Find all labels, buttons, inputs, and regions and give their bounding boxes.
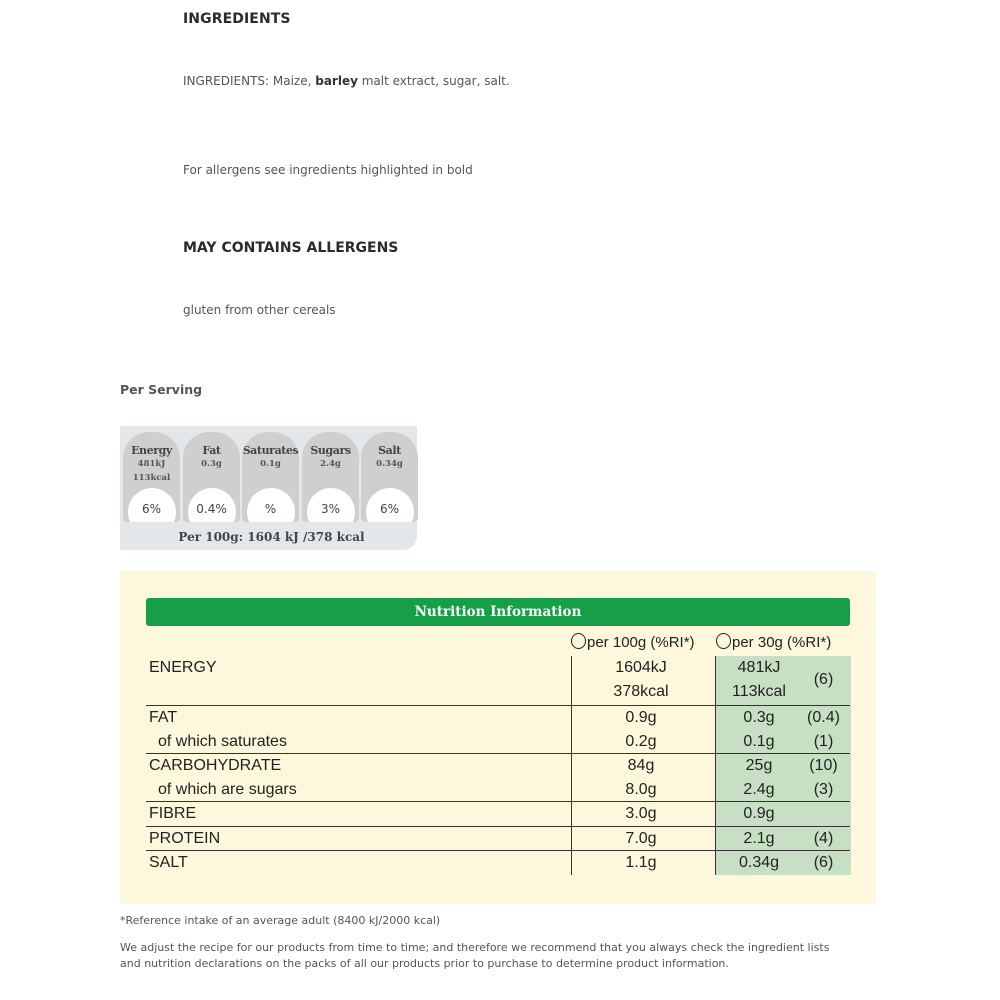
per-serving-value: 113kcal	[732, 682, 786, 700]
traffic-light-fat	[183, 432, 240, 522]
table-line	[146, 706, 850, 730]
nutrition-title: Nutrition Information	[146, 598, 850, 626]
nutrient-label: SALT	[149, 854, 188, 871]
ri-percent: (4)	[813, 829, 834, 847]
ingredients-allergen-bold: barley	[315, 74, 358, 88]
traffic-light-saturates	[242, 432, 299, 522]
per-serving-value: 0.1g	[743, 732, 775, 750]
nutrient-value: 2.4g	[320, 459, 341, 469]
ingredients-text-prefix: INGREDIENTS: Maize,	[183, 74, 316, 88]
per-serving-value: 481kJ	[737, 659, 781, 676]
per-100g-value: 378kcal	[613, 682, 669, 700]
per-100g-value: 7.0g	[625, 829, 657, 847]
traffic-light-sugars	[302, 432, 359, 522]
per-100g-value: 1604kJ	[615, 659, 667, 676]
ri-percent: (0.4)	[807, 709, 840, 726]
table-row	[146, 656, 850, 706]
nutrient-name: Fat	[202, 444, 221, 457]
ri-percent: (1)	[813, 732, 834, 750]
per-100g-value: 84g	[627, 757, 655, 774]
nutrient-percent: %	[264, 502, 277, 516]
ri-percent: (10)	[809, 757, 838, 774]
table-line	[146, 656, 850, 680]
per-serving-value: 0.9g	[743, 805, 775, 822]
per-100g-value: 0.2g	[625, 732, 657, 750]
per-100g-value: 3.0g	[625, 805, 657, 822]
per-100g-value: 8.0g	[625, 780, 657, 798]
nutrient-name: Energy	[131, 444, 172, 457]
table-row	[146, 754, 850, 802]
table-line	[146, 680, 850, 704]
table-line	[146, 851, 850, 875]
traffic-light-label	[120, 426, 417, 550]
column-header-per-serving-label: per 30g (%RI*)	[732, 634, 832, 651]
may-contain-heading: MAY CONTAINS ALLERGENS	[183, 240, 399, 256]
table-row	[146, 802, 850, 827]
per-serving-value: 2.4g	[743, 780, 775, 798]
column-header-per-100g	[571, 633, 695, 651]
allergen-note: For allergens see ingredients highlighted in bold	[183, 163, 473, 177]
per-serving-value: 2.1g	[743, 829, 775, 847]
ri-percent: (3)	[813, 780, 834, 798]
nutrient-label: CARBOHYDRATE	[149, 757, 282, 774]
table-line	[146, 802, 850, 826]
table-row	[146, 851, 850, 875]
table-line	[146, 754, 850, 778]
traffic-light-salt	[361, 432, 418, 522]
nutrient-value-kcal: 113kcal	[132, 473, 171, 483]
ri-percent: (6)	[813, 854, 834, 871]
recipe-disclaimer: We adjust the recipe for our products from time to time; and therefore we recommend that you always check the ingredient lists and nutrition declarations on the packs of all our products prior to purchase to determine product information.	[120, 941, 830, 970]
nutrition-table	[146, 656, 850, 875]
table-line	[146, 827, 850, 851]
ingredients-text	[183, 74, 510, 88]
nutrient-name: Sugars	[310, 444, 351, 457]
table-line	[146, 730, 850, 754]
nutrient-percent: 6%	[379, 502, 400, 516]
nutrient-percent: 0.4%	[196, 502, 227, 516]
nutrient-name: Salt	[378, 444, 401, 457]
per-100g-summary: Per 100g: 1604 kJ /378 kcal	[178, 530, 365, 544]
nutrition-panel	[120, 571, 876, 904]
ingredients-text-suffix: malt extract, sugar, salt.	[357, 74, 510, 88]
nutrient-value: 0.3g	[201, 459, 222, 469]
per-serving-value: 0.3g	[743, 709, 775, 726]
per-serving-value: 0.34g	[738, 854, 780, 871]
per-serving-heading: Per Serving	[120, 382, 203, 397]
nutrient-label: ENERGY	[149, 659, 217, 676]
nutrient-percent: 3%	[320, 502, 341, 516]
column-header-per-serving	[716, 633, 831, 651]
table-line	[146, 778, 850, 802]
traffic-light-energy	[123, 432, 180, 522]
table-row	[146, 827, 850, 852]
nutrient-value: 481kJ	[137, 459, 166, 469]
reference-intake-note: *Reference intake of an average adult (8400 kJ/2000 kcal)	[120, 914, 441, 927]
circle-icon	[716, 633, 731, 649]
circle-icon	[571, 633, 586, 649]
ri-percent: (6)	[813, 671, 834, 688]
per-100g-value: 1.1g	[625, 854, 657, 871]
nutrient-label: FIBRE	[149, 805, 197, 822]
nutrient-value: 0.1g	[260, 459, 281, 469]
per-serving-value: 25g	[745, 757, 773, 774]
nutrient-label: FAT	[149, 709, 178, 726]
nutrient-label: PROTEIN	[149, 829, 221, 847]
nutrient-label: of which are sugars	[158, 780, 297, 798]
may-contain-text: gluten from other cereals	[183, 303, 336, 317]
per-100g-value: 0.9g	[625, 709, 657, 726]
nutrient-name: Saturates	[242, 444, 299, 457]
nutrient-value: 0.34g	[376, 459, 403, 469]
table-row	[146, 706, 850, 754]
nutrient-label: of which saturates	[158, 732, 287, 750]
ingredients-heading: INGREDIENTS	[183, 11, 291, 27]
nutrient-percent: 6%	[141, 502, 162, 516]
column-header-per-100g-label: per 100g (%RI*)	[587, 634, 695, 651]
